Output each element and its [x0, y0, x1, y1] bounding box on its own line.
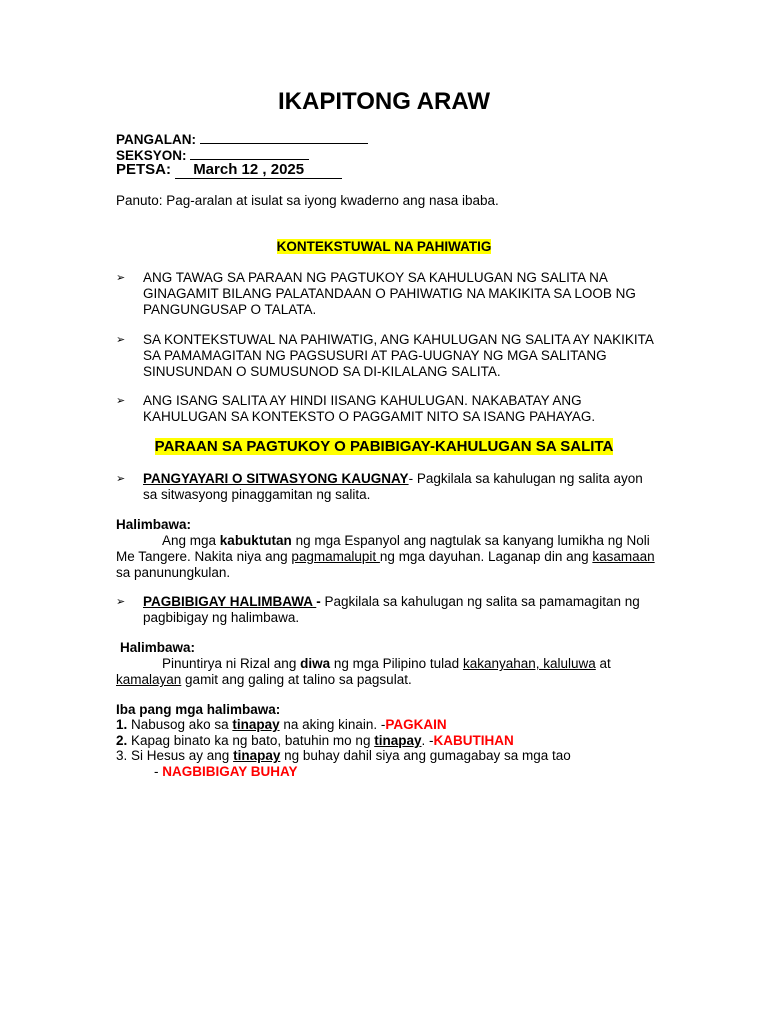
example-text: at [595, 656, 611, 671]
page-title: IKAPITONG ARAW [277, 88, 490, 115]
example2-label [120, 640, 660, 656]
item-text: Si Hesus ay ang [127, 748, 234, 763]
method-desc: Pagkilala sa kahulugan ng salita sa pamamagitan ng pagbibigay ng halimbawa. [143, 594, 640, 625]
example-label-text: Halimbawa: [116, 517, 192, 532]
example-text: ng mga dayuhan. Laganap din ang [379, 549, 593, 564]
method-desc: - Pagkilala sa kahulugan ng salita ayon sa sitwasyong pinaggamitan ng salita. [143, 471, 643, 502]
example-keyword: kabuktutan [219, 533, 292, 548]
item-dash: - [154, 764, 163, 779]
item-text: Nabusog ako sa [127, 717, 233, 732]
method-pangyayari-text [143, 471, 656, 503]
method-halimbawa [116, 594, 656, 626]
petsa-label: PETSA: [116, 161, 172, 178]
list-item [116, 717, 656, 733]
item-number: 2. [116, 733, 128, 748]
item-number: 3. [116, 748, 128, 763]
pangalan-blank [200, 130, 368, 144]
example-text: Ang mga [162, 533, 220, 548]
method-pangyayari [116, 471, 656, 503]
arrow-bullet-icon: ➢ [116, 272, 126, 284]
method-term: PANGYAYARI O SITWASYONG KAUGNAY [143, 471, 409, 486]
item-meaning: NAGBIBIGAY BUHAY [162, 764, 298, 779]
method-term: PAGBIBIGAY HALIMBAWA [143, 594, 317, 609]
example-label-text: Halimbawa: [120, 640, 196, 655]
example2-paragraph [116, 656, 656, 688]
list-item [116, 733, 656, 749]
bullet-text: ANG TAWAG SA PARAAN NG PAGTUKOY SA KAHULUGAN NG SALITA NA GINAGAMIT BILANG PALATANDAAN O PAHIWATIG NA MAKIKITA SA LOOB NG PANGUNGUSAP O TALATA. [143, 270, 636, 317]
example1-paragraph [116, 533, 656, 581]
item-text: ng buhay dahil siya ang gumagabay sa mga tao [280, 748, 571, 763]
heading-paraan [0, 438, 768, 456]
panuto-instructions: Panuto: Pag-aralan at isulat sa iyong kwaderno ang nasa ibaba. [116, 193, 499, 208]
item-word: tinapay [233, 748, 281, 763]
bullet-item [116, 393, 656, 425]
example-text: gamit ang galing at talino sa pagsulat. [181, 672, 412, 687]
example-text: sa panunungkulan. [116, 565, 231, 580]
example-text: ng mga Espanyol ang nagtulak sa kanyang lumikha ng Noli Me Tangere. Nakita niya ang [116, 533, 650, 564]
petsa-value: March 12 , 2025 [175, 162, 342, 179]
example-clue: pagmamalupit [291, 549, 380, 564]
arrow-bullet-icon: ➢ [116, 395, 126, 407]
example-clue: kasamaan [592, 549, 655, 564]
bullet-text: SA KONTEKSTUWAL NA PAHIWATIG, ANG KAHULUGAN NG SALITA AY NAKIKITA SA PAMAMAGITAN NG PAGSUSURI AT PAG-UUGNAY NG MGA SALITANG SINUSUNDAN O SUMUSUNOD SA DI-KILALANG SALITA. [143, 332, 654, 379]
others-label-text: Iba pang mga halimbawa: [116, 702, 281, 717]
bullet-item [116, 270, 656, 318]
example1-label [116, 517, 656, 533]
item-number: 1. [116, 717, 128, 732]
example-clue: kakanyahan, kaluluwa [462, 656, 596, 671]
item-text: Kapag binato ka ng bato, batuhin mo ng [127, 733, 375, 748]
bullet-item [116, 332, 656, 380]
item-meaning: KABUTIHAN [433, 733, 514, 748]
item-text: na aking kinain. - [279, 717, 386, 732]
list-item-continuation [154, 764, 694, 780]
list-item [116, 748, 656, 764]
item-word: tinapay [374, 733, 422, 748]
example-text: Pinuntirya ni Rizal ang [162, 656, 301, 671]
seksyon-label: SEKSYON: [116, 148, 187, 163]
example-keyword: diwa [300, 656, 331, 671]
heading-kontekstuwal [0, 239, 768, 255]
bullet-text: ANG ISANG SALITA AY HINDI IISANG KAHULUGAN. NAKABATAY ANG KAHULUGAN SA KONTEKSTO O PAGGAMIT NITO SA ISANG PAHAYAG. [143, 393, 596, 424]
item-word: tinapay [232, 717, 280, 732]
arrow-bullet-icon: ➢ [116, 473, 126, 485]
example-text: ng mga Pilipino tulad [330, 656, 463, 671]
others-label [116, 702, 656, 718]
heading-kontekstuwal-text: KONTEKSTUWAL NA PAHIWATIG [276, 239, 492, 254]
heading-paraan-text: PARAAN SA PAGTUKOY O PABIBIGAY-KAHULUGAN SA SALITA [154, 438, 614, 455]
pangalan-label: PANGALAN: [116, 132, 196, 147]
method-halimbawa-text [143, 594, 656, 626]
arrow-bullet-icon: ➢ [116, 596, 126, 608]
example-clue: kamalayan [116, 672, 182, 687]
item-meaning: PAGKAIN [385, 717, 447, 732]
petsa-field [116, 162, 342, 179]
item-text: . - [421, 733, 434, 748]
method-dash: - [316, 594, 321, 609]
arrow-bullet-icon: ➢ [116, 334, 126, 346]
seksyon-blank [190, 146, 309, 160]
